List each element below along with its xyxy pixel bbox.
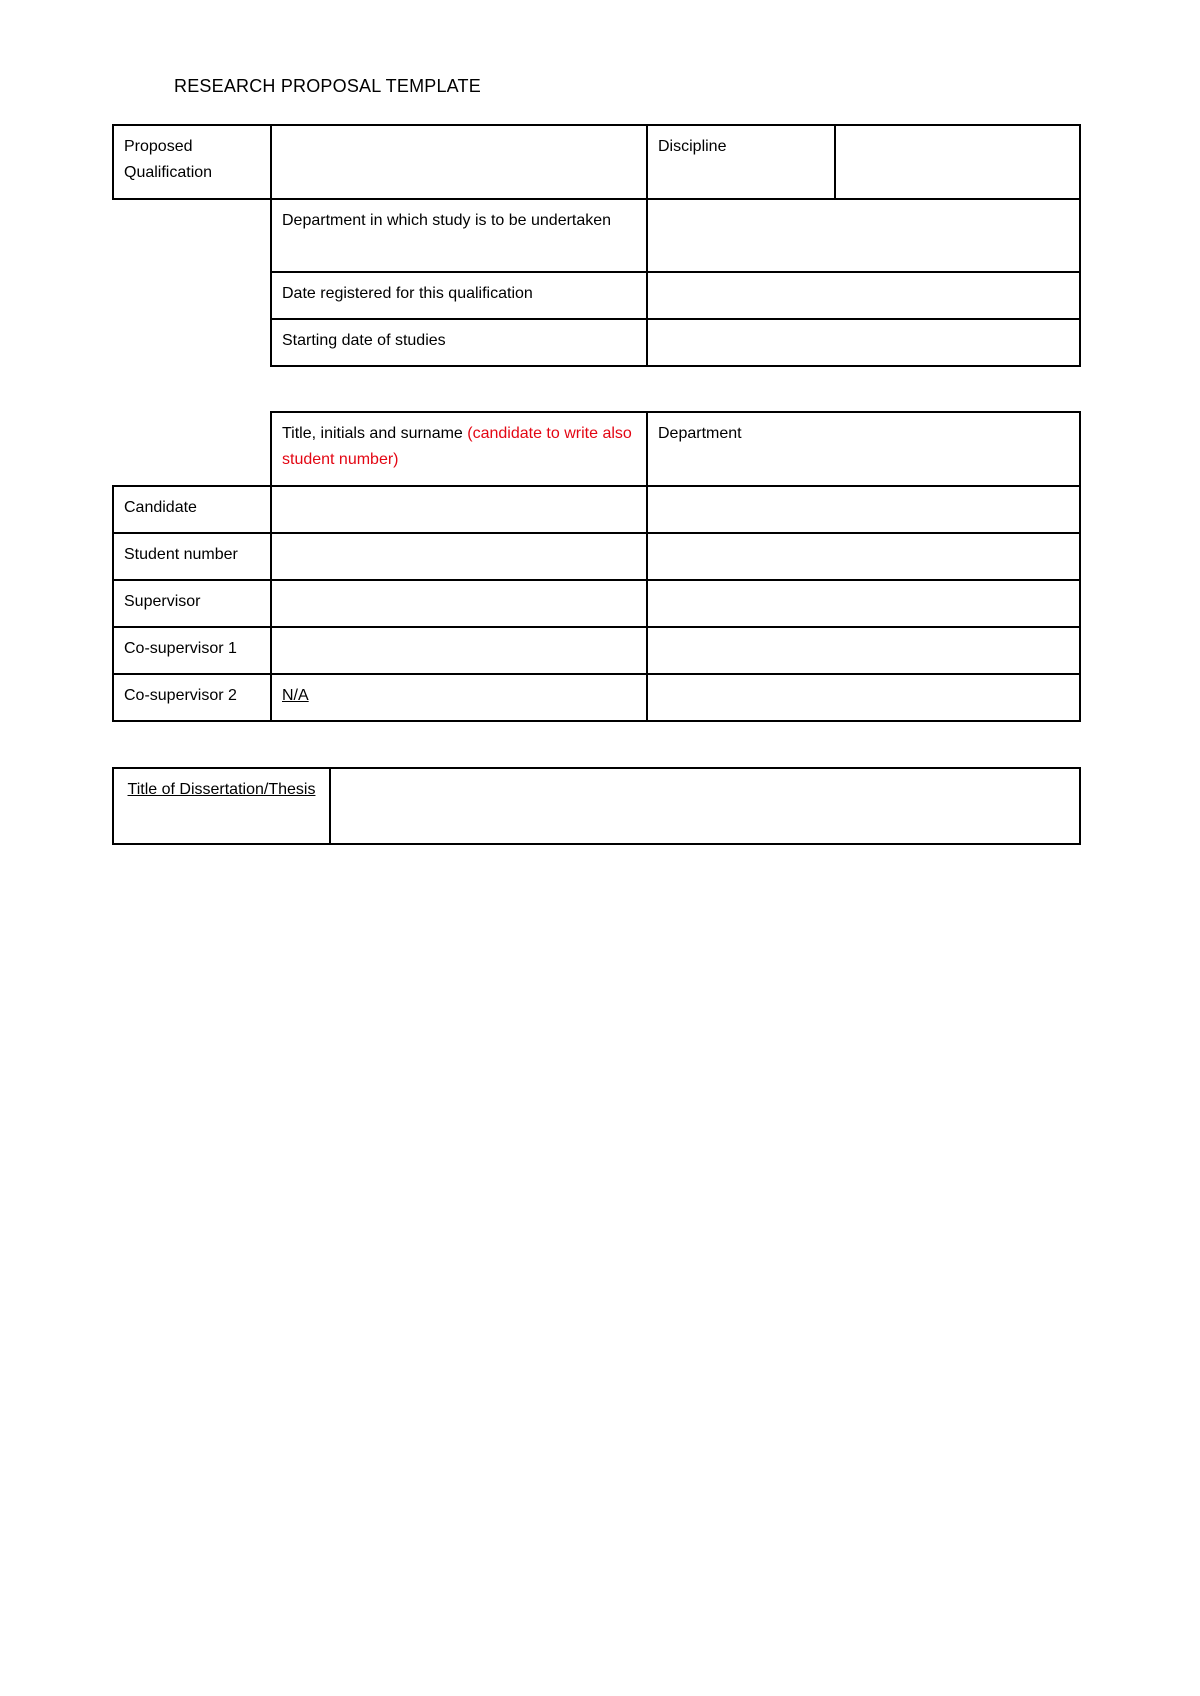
row-label: Student number bbox=[113, 533, 271, 580]
table-row bbox=[113, 674, 1080, 721]
empty-cell bbox=[113, 412, 271, 486]
department-label: Department in which study is to be undertaken bbox=[271, 199, 647, 272]
discipline-field[interactable] bbox=[835, 125, 1080, 199]
candidate-name-field[interactable] bbox=[271, 486, 647, 533]
discipline-label: Discipline bbox=[647, 125, 835, 199]
na-value: N/A bbox=[282, 687, 309, 704]
candidate-department-field[interactable] bbox=[647, 486, 1080, 533]
department-column-header: Department bbox=[647, 412, 1080, 486]
name-header-note: (candidate to write also student number) bbox=[282, 425, 632, 468]
starting-date-label: Starting date of studies bbox=[271, 319, 647, 366]
table-row bbox=[113, 768, 1080, 844]
empty-cell bbox=[113, 272, 271, 319]
supervisor-department-field[interactable] bbox=[647, 580, 1080, 627]
co-supervisor-2-department-field[interactable] bbox=[647, 674, 1080, 721]
row-label: Co-supervisor 2 bbox=[113, 674, 271, 721]
co-supervisor-1-department-field[interactable] bbox=[647, 627, 1080, 674]
co-supervisor-1-name-field[interactable] bbox=[271, 627, 647, 674]
row-label: Co-supervisor 1 bbox=[113, 627, 271, 674]
table-row bbox=[113, 580, 1080, 627]
thesis-title-label: Title of Dissertation/Thesis bbox=[113, 768, 330, 844]
table-row bbox=[113, 272, 1080, 319]
name-header-text: Title, initials and surname bbox=[282, 425, 468, 442]
table-row bbox=[113, 533, 1080, 580]
student-number-department-field[interactable] bbox=[647, 533, 1080, 580]
name-column-header bbox=[271, 412, 647, 486]
proposed-qualification-field[interactable] bbox=[271, 125, 647, 199]
thesis-table bbox=[112, 767, 1081, 845]
empty-cell bbox=[113, 319, 271, 366]
thesis-title-field[interactable] bbox=[330, 768, 1080, 844]
starting-date-field[interactable] bbox=[647, 319, 1080, 366]
table-row bbox=[113, 627, 1080, 674]
row-label: Candidate bbox=[113, 486, 271, 533]
table-row bbox=[113, 199, 1080, 272]
empty-cell bbox=[113, 199, 271, 272]
table-row bbox=[113, 319, 1080, 366]
department-field[interactable] bbox=[647, 199, 1080, 272]
co-supervisor-2-name-field[interactable] bbox=[271, 674, 647, 721]
proposed-qualification-label: Proposed Qualification bbox=[113, 125, 271, 199]
people-table bbox=[112, 411, 1081, 722]
qualification-table bbox=[112, 124, 1081, 367]
supervisor-name-field[interactable] bbox=[271, 580, 647, 627]
page-title: RESEARCH PROPOSAL TEMPLATE bbox=[174, 76, 481, 96]
date-registered-label: Date registered for this qualification bbox=[271, 272, 647, 319]
date-registered-field[interactable] bbox=[647, 272, 1080, 319]
table-header-row bbox=[113, 412, 1080, 486]
student-number-field[interactable] bbox=[271, 533, 647, 580]
row-label: Supervisor bbox=[113, 580, 271, 627]
table-row bbox=[113, 486, 1080, 533]
table-row bbox=[113, 125, 1080, 199]
